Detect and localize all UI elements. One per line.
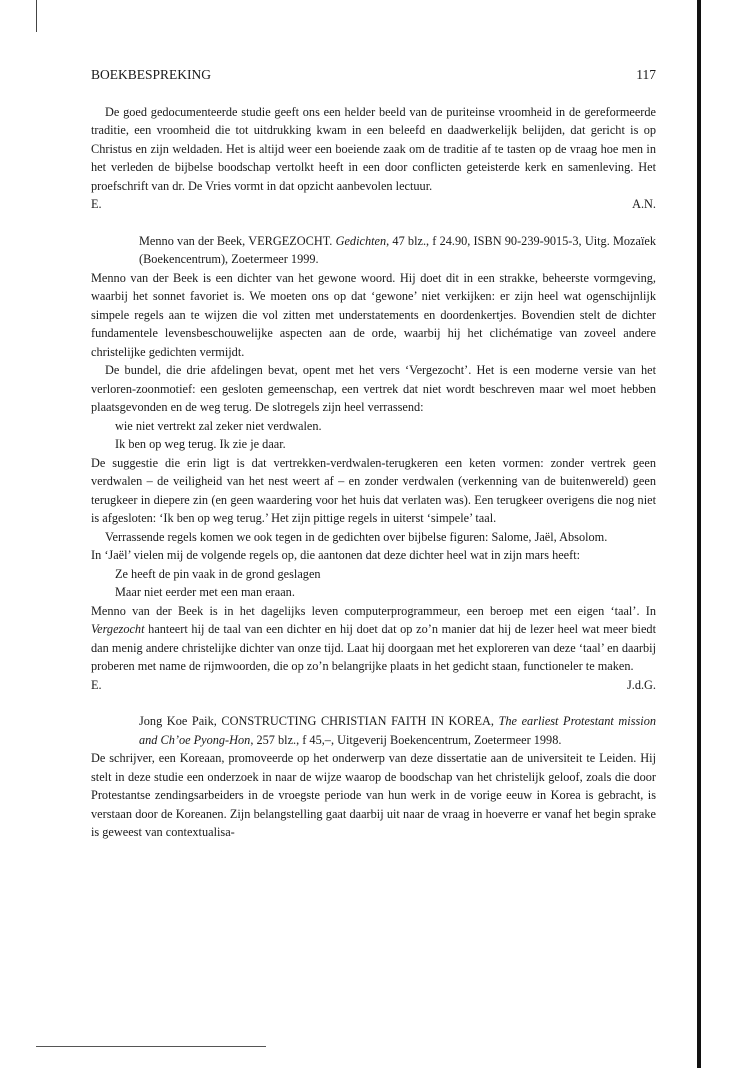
review1-paragraph: De goed gedocumenteerde studie geeft ons een helder beeld van de puriteinse vroomheid in de gereformeerde traditie, een vroomheid die tot uitdrukking kwam in een beleefd en daadwerkelijk belijden, dat gericht is op Christus en zijn weldaden. Het is altijd weer een boeiende zaak om de traditie af te tasten op de vraag hoe men in het verleden de bijbelse boodschap vertolkt heeft in een door conflicten geteisterde kerk en samenleving. Het proefschrift van dr. De Vries vormt in dat opzicht aanbevolen lectuur. (91, 104, 656, 193)
review2-bib-rest: , 47 blz., f 24.90, ISBN 90-239-9015-3, Uitg. Mozaïek (Boekencentrum), Zoetermeer 1999. (139, 233, 656, 266)
review2-paragraph-4: Verrassende regels komen we ook tegen in de gedichten over bijbelse figuren: Salome, Jaël, Absolom. (105, 529, 608, 544)
review2-bib-subtitle: Gedichten (335, 233, 387, 248)
review3-bib-rest: , 257 blz., f 45,–, Uitgeverij Boekencentrum, Zoetermeer 1998. (250, 732, 562, 747)
review1-sig-right: A.N. (632, 197, 656, 211)
review2-signature (91, 676, 656, 695)
running-header (91, 66, 656, 85)
poem1-line-2: Ik ben op weg terug. Ik zie je daar. (115, 437, 286, 451)
section-title: BOEKBESPREKING (91, 67, 212, 82)
review2-paragraph-5: In ‘Jaël’ vielen mij de volgende regels op, die aantonen dat deze dichter heel wat in zijn mars heeft: (91, 548, 581, 562)
review3-bib-author: Jong Koe Paik, CONSTRUCTING CHRISTIAN FAITH IN KOREA, (139, 714, 499, 728)
review2-sig-left: E. (91, 677, 102, 692)
review1-signature (91, 195, 656, 214)
review2-paragraph-3: De suggestie die erin ligt is dat vertrekken-verdwalen-terugkeren een keten vormen: zonder vertrek geen verdwalen – de veiligheid van het nest weert af – en zonder verdwalen (verkenning van de buitenwereld) geen terugkeer in diepere zin (en geen waardering voor het huis dat verlaten was). Een terugkeer overigens die nog niet is afgesloten: ‘Ik ben op weg terug.’ Het zijn pittige regels in uiterst ‘simpele’ taal. (91, 455, 656, 525)
review2-p6-part-a: Menno van der Beek is in het dagelijks leven computerprogrammeur, een beroep met een eigen ‘taal’. In (91, 603, 656, 618)
bottom-margin-rule (36, 1046, 266, 1047)
review3-bib-subtitle: The earliest Protestant mission and Ch’oe Pyong-Hon (139, 714, 656, 747)
review2-paragraph-1: Menno van der Beek is een dichter van het gewone woord. Hij doet dit in een strakke, beheerste vormgeving, waarbij het sonnet favoriet is. We moeten ons op dat ‘gewone’ niet verkijken: er zijn heel wat ogenschijnlijk simpele regels aan te wijzen die vol zitten met understatements en doordenkertjes. Bovendien stelt de dichter fundamentele levensbeschouwelijke aspecten aan de orde, waarbij hij het clichématige van zoveel andere christelijke gedichten vermijdt. (91, 270, 656, 359)
poem2-line-1: Ze heeft de pin vaak in de grond geslagen (115, 566, 321, 581)
poem2-line-2: Maar niet eerder met een man eraan. (115, 585, 295, 599)
review2-paragraph-2: De bundel, die drie afdelingen bevat, opent met het vers ‘Vergezocht’. Het is een moderne versie van het verloren-zoonmotief: een gesloten gemeenschap, een vertrek dat niet wordt beschreven maar wel moet hebben plaatsgevonden en de weg terug. De slotregels zijn heel verrassend: (91, 363, 656, 414)
review1-sig-left: E. (91, 197, 102, 211)
review2-paragraph-6 (91, 602, 656, 676)
right-margin-rule (697, 0, 701, 1068)
poem1-line-1: wie niet vertrekt zal zeker niet verdwalen. (115, 418, 322, 433)
page-body (91, 66, 656, 842)
review2-p6-part-b: hanteert hij de taal van een dichter en hij doet dat op zo’n manier dat hij de lezer heel wat meer biedt dan menig andere christelijke dichter van onze tijd. Laat hij doorgaan met het exploreren van deze ‘taal’ en daarbij proberen met name de rijmwoorden, die op zo’n belangrijke plaats in het gedicht staan, functioneler te maken. (91, 622, 656, 673)
page-number: 117 (636, 67, 656, 82)
left-margin-rule (36, 0, 37, 32)
review3-paragraph-1: De schrijver, een Koreaan, promoveerde op het onderwerp van deze dissertatie aan de universiteit te Leiden. Hij stelt in deze studie een onderzoek in naar de wijze waarop de boodschap van het christelijk geloof, zoals die door Protestantse zendingsarbeiders in de vroegste periode van hun werk in de vorige eeuw in Korea is gebracht, is verstaan door de Koreanen. Zijn belangstelling gaat daarbij uit naar de vraag in hoeverre er vanaf het begin sprake is geweest van contextualisa- (91, 751, 656, 839)
review2-sig-right: J.d.G. (626, 677, 656, 692)
review2-bibliography (91, 232, 656, 269)
review2-p6-italic: Vergezocht (91, 622, 145, 636)
review3-bibliography (91, 712, 656, 749)
review2-bib-author: Menno van der Beek, VERGEZOCHT. (139, 233, 336, 248)
